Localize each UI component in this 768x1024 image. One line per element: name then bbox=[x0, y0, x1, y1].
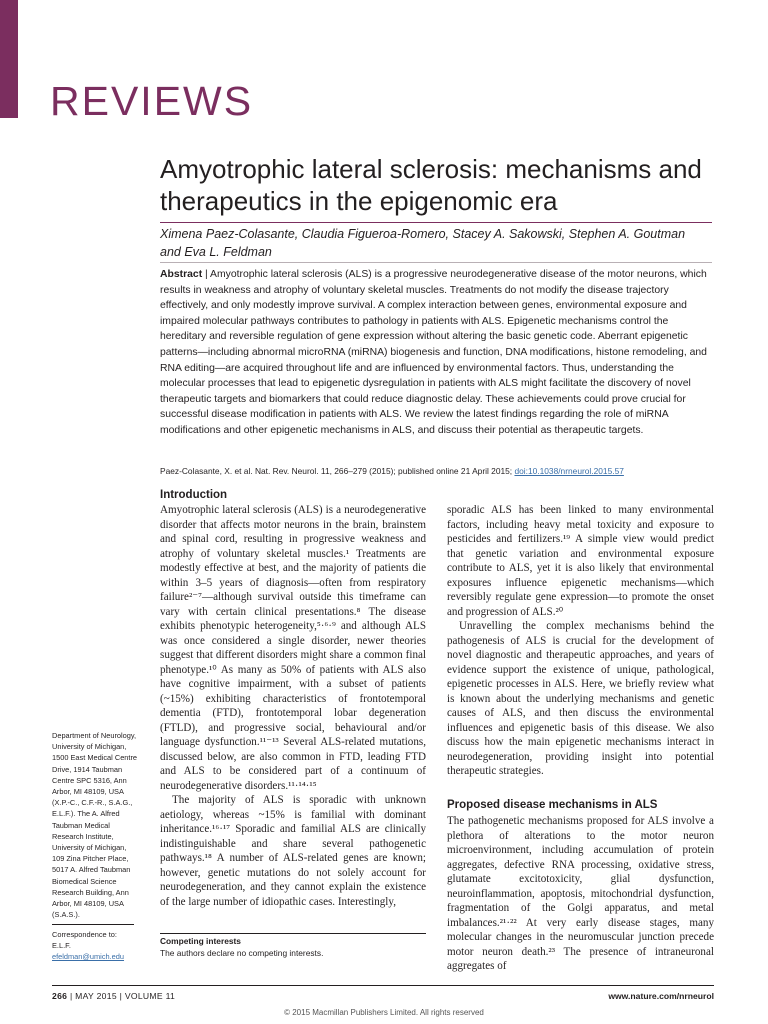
abstract-label: Abstract bbox=[160, 269, 203, 280]
column-right-top bbox=[447, 503, 714, 779]
correspondence-email[interactable]: efeldman@umich.edu bbox=[52, 952, 125, 961]
column-right-bottom bbox=[447, 814, 714, 974]
sidebar-divider bbox=[52, 924, 134, 925]
journal-url[interactable]: www.nature.com/nrneurol bbox=[608, 991, 714, 1001]
competing-title: Competing interests bbox=[160, 936, 241, 946]
author-list bbox=[160, 225, 712, 261]
doi-link[interactable]: doi:10.1038/nrneurol.2015.57 bbox=[514, 466, 624, 476]
correspondence bbox=[52, 929, 142, 962]
abstract-text: | Amyotrophic lateral sclerosis (ALS) is a progressive neurodegenerative disease of the motor neurons, which results in weakness and atrophy of voluntary skeletal muscles. Treatments do not modify the disease trajectory effectively, and only modestly improve survival. A complex interaction between genes, environmental exposure and impaired molecular pathways contributes to pathology in patients with ALS. Epigenetic mechanisms control the hereditary and reversible regulation of gene expression without altering the basic genetic code. Aberrant epigenetic patterns—including abnormal microRNA (miRNA) biogenesis and function, DNA modifications, histone remodeling, and RNA editing—are acquired throughout life and are influenced by environmental factors. Thus, understanding the molecular processes that lead to epigenetic dysregulation in patients with ALS might facilitate the discovery of novel therapeutic targets and biomarkers that could reduce diagnostic delay. These achievements could prove crucial for successful disease modification in patients with ALS. We review the latest findings regarding the role of miRNA modifications and other epigenetic mechanisms in ALS, and discuss their potential as therapeutic targets. bbox=[160, 269, 707, 436]
intro-heading: Introduction bbox=[160, 489, 228, 501]
affiliations: Department of Neurology, University of Michigan, 1500 East Medical Centre Drive, 1914 Taubman Centre SPC 5316, Ann Arbor, MI 48109, USA (X.P.-C., C.F.-R., S.A.G., E.L.F.). The A. Alfred Taubman Medical Research Institute, University of Michigan, 109 Zina Pitcher Place, 5017 A. Alfred Taubman Biomedical Science Research Building, Ann Arbor, MI 48109, USA (S.A.S.). bbox=[52, 731, 138, 920]
col2-paragraph-2: Unravelling the complex mechanisms behind the pathogenesis of ALS is crucial for the development of novel diagnostic and therapeutic approaches, and years of evidence support the existence of unique, pathological, epigenetic processes in ALS. Here, we briefly review what is known about the underlying mechanisms and genetic causes of ALS, and then discuss the environmental influences and epigenetic basis of this disease. We also discuss how the main epigenetic mechanisms interact in neurodegeneration, providing insight into potential therapeutic strategies. bbox=[447, 620, 714, 777]
proposed-heading: Proposed disease mechanisms in ALS bbox=[447, 799, 658, 811]
issue-info: | MAY 2015 | VOLUME 11 bbox=[69, 991, 176, 1001]
col2-paragraph-1: sporadic ALS has been linked to many environmental factors, including heavy metal toxicity and exposure to pesticides and fertilizers.¹⁹ A simple view would predict that genetic variation and environmental exposure contribute to ALS, yet it is also likely that environmental exposures influence epigenetic mechanisms—which reversibly regulate gene expression—to promote the onset and progression of ALS.²⁰ bbox=[447, 504, 714, 618]
accent-bar bbox=[0, 0, 18, 118]
copyright: © 2015 Macmillan Publishers Limited. All rights reserved bbox=[284, 1008, 484, 1017]
abstract bbox=[160, 267, 715, 439]
correspondence-label: Correspondence to: bbox=[52, 930, 117, 939]
footer-issue bbox=[52, 991, 175, 1001]
intro-paragraph-1: Amyotrophic lateral sclerosis (ALS) is a neurodegenerative disorder that affects motor neurons in the brain, brainstem and spinal cord, resulting in progressive weakness and atrophy of voluntary skeletal muscles.¹ Treatments are modestly effective at best, and the majority of patients die within 3–5 years of diagnosis—often from respiratory failure²⁻⁷—although survival outside this timeframe can vary with certain clinical presentations.⁸ The disease exhibits phenotypic heterogeneity,⁵·⁶·⁹ and although ALS was once considered a single disorder, newer theories suggest that different disorders might share a common final phenotype.¹⁰ As many as 50% of patients with ALS also have cognitive impairment, with a subset of patients (~15%) exhibiting characteristics of frontotemporal dementia (FTD), frontotemporal lobar degeneration (FTLD), and progressive social, behavioural and/or language dysfunction.¹¹⁻¹³ Several ALS-related mutations, discussed below, are also common in FTD, leading FTD and ALS to be considered part of a continuum of neurodegenerative disorders.¹¹·¹⁴·¹⁵ bbox=[160, 504, 426, 792]
page-number: 266 bbox=[52, 991, 68, 1001]
authors-line-2: and Eva L. Feldman bbox=[160, 245, 272, 259]
citation-text: Paez-Colasante, X. et al. Nat. Rev. Neurol. 11, 266–279 (2015); published online 21 April 2015; bbox=[160, 466, 515, 476]
section-label: REVIEWS bbox=[50, 78, 254, 124]
title-divider bbox=[160, 222, 712, 223]
authors-line-1: Ximena Paez-Colasante, Claudia Figueroa-Romero, Stacey A. Sakowski, Stephen A. Goutman bbox=[160, 227, 686, 241]
column-left bbox=[160, 503, 426, 909]
intro-paragraph-2: The majority of ALS is sporadic with unknown aetiology, whereas ~15% is familial with dominant inheritance.¹⁶·¹⁷ Sporadic and familial ALS are clinically indistinguishable and share several pathogenetic pathways.¹⁸ A number of ALS-related genes are known; however, genetic mutations do not solely account for neurodegeneration, and they cannot explain the existence of the large number of idiopathic cases. Interestingly, bbox=[160, 794, 426, 908]
article-title: Amyotrophic lateral sclerosis: mechanisms and therapeutics in the epigenomic era bbox=[160, 154, 702, 216]
competing-text: The authors declare no competing interests. bbox=[160, 948, 324, 958]
authors-divider bbox=[160, 262, 712, 263]
footer-divider bbox=[52, 985, 714, 986]
correspondence-name: E.L.F. bbox=[52, 941, 71, 950]
citation bbox=[160, 465, 715, 477]
col2-paragraph-3: The pathogenetic mechanisms proposed for ALS involve a plethora of alterations to the motor neuron microenvironment, including accumulation of protein aggregates, defective RNA processing, oxidative stress, glutamate excitotoxicity, glial dysfunction, neuroinflammation, apoptosis, mitochondrial dysfunction, fragmentation of the Golgi apparatus, and metal imbalances.²¹·²² At very early disease stages, many molecular changes in the neuromuscular junction precede motor neuron death.²³ The presence of intraneuronal aggregates of bbox=[447, 815, 714, 972]
competing-divider bbox=[160, 933, 426, 934]
